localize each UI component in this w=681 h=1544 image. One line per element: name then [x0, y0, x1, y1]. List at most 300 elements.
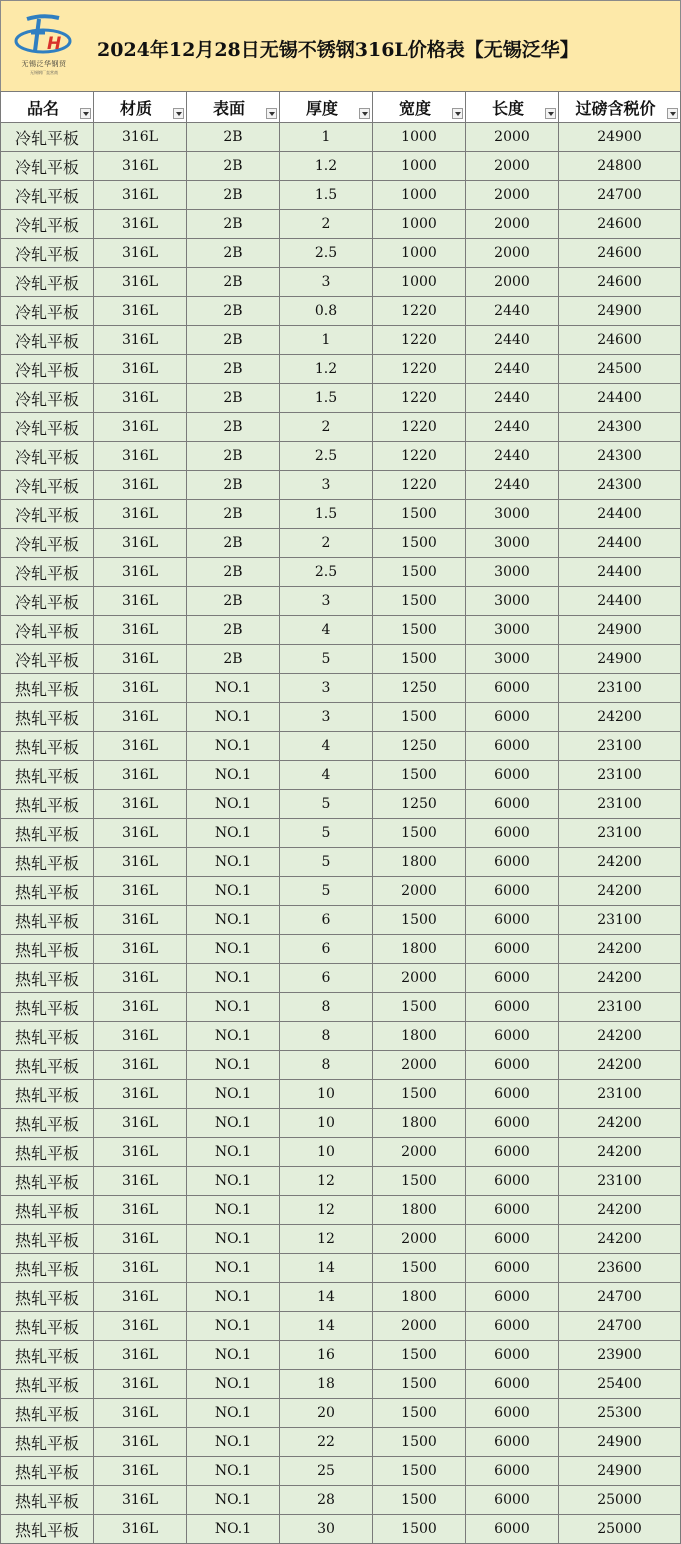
width-cell[interactable]: 1500: [373, 529, 466, 558]
thickness-cell[interactable]: 6: [280, 935, 373, 964]
length-cell[interactable]: 6000: [466, 1515, 559, 1544]
surface-cell[interactable]: 2B: [187, 471, 280, 500]
price-cell[interactable]: 24900: [559, 616, 681, 645]
material-cell[interactable]: 316L: [94, 210, 187, 239]
price-cell[interactable]: 24600: [559, 268, 681, 297]
material-cell[interactable]: 316L: [94, 1428, 187, 1457]
width-cell[interactable]: 1800: [373, 1109, 466, 1138]
price-cell[interactable]: 24200: [559, 1138, 681, 1167]
product-name-cell[interactable]: 冷轧平板: [1, 558, 94, 587]
width-cell[interactable]: 1500: [373, 1370, 466, 1399]
length-cell[interactable]: 6000: [466, 1457, 559, 1486]
surface-cell[interactable]: 2B: [187, 442, 280, 471]
material-cell[interactable]: 316L: [94, 1399, 187, 1428]
product-name-cell[interactable]: 热轧平板: [1, 1515, 94, 1544]
material-cell[interactable]: 316L: [94, 790, 187, 819]
length-cell[interactable]: 3000: [466, 645, 559, 674]
material-cell[interactable]: 316L: [94, 1051, 187, 1080]
price-cell[interactable]: 24200: [559, 877, 681, 906]
product-name-cell[interactable]: 冷轧平板: [1, 123, 94, 152]
width-cell[interactable]: 1500: [373, 558, 466, 587]
width-cell[interactable]: 1500: [373, 761, 466, 790]
length-cell[interactable]: 2440: [466, 471, 559, 500]
length-cell[interactable]: 6000: [466, 877, 559, 906]
width-cell[interactable]: 1220: [373, 384, 466, 413]
width-cell[interactable]: 1500: [373, 587, 466, 616]
width-cell[interactable]: 1500: [373, 616, 466, 645]
width-cell[interactable]: 1800: [373, 1022, 466, 1051]
width-cell[interactable]: 1800: [373, 1196, 466, 1225]
price-cell[interactable]: 24400: [559, 384, 681, 413]
surface-cell[interactable]: 2B: [187, 297, 280, 326]
surface-cell[interactable]: 2B: [187, 384, 280, 413]
material-cell[interactable]: 316L: [94, 877, 187, 906]
length-cell[interactable]: 2440: [466, 297, 559, 326]
product-name-cell[interactable]: 热轧平板: [1, 1283, 94, 1312]
thickness-cell[interactable]: 5: [280, 848, 373, 877]
length-cell[interactable]: 6000: [466, 1312, 559, 1341]
width-cell[interactable]: 1000: [373, 152, 466, 181]
surface-cell[interactable]: 2B: [187, 210, 280, 239]
material-cell[interactable]: 316L: [94, 616, 187, 645]
price-cell[interactable]: 24300: [559, 471, 681, 500]
product-name-cell[interactable]: 冷轧平板: [1, 355, 94, 384]
material-cell[interactable]: 316L: [94, 442, 187, 471]
thickness-cell[interactable]: 3: [280, 587, 373, 616]
price-cell[interactable]: 24600: [559, 239, 681, 268]
product-name-cell[interactable]: 热轧平板: [1, 1486, 94, 1515]
filter-dropdown-icon[interactable]: [545, 108, 556, 119]
material-cell[interactable]: 316L: [94, 1515, 187, 1544]
material-cell[interactable]: 316L: [94, 123, 187, 152]
product-name-cell[interactable]: 冷轧平板: [1, 616, 94, 645]
price-cell[interactable]: 23100: [559, 732, 681, 761]
width-cell[interactable]: 1000: [373, 268, 466, 297]
material-cell[interactable]: 316L: [94, 1486, 187, 1515]
product-name-cell[interactable]: 热轧平板: [1, 1138, 94, 1167]
material-cell[interactable]: 316L: [94, 1283, 187, 1312]
length-cell[interactable]: 6000: [466, 1022, 559, 1051]
surface-cell[interactable]: NO.1: [187, 1312, 280, 1341]
product-name-cell[interactable]: 热轧平板: [1, 1080, 94, 1109]
width-cell[interactable]: 1220: [373, 413, 466, 442]
width-cell[interactable]: 1800: [373, 935, 466, 964]
thickness-cell[interactable]: 14: [280, 1254, 373, 1283]
surface-cell[interactable]: NO.1: [187, 703, 280, 732]
material-cell[interactable]: 316L: [94, 1370, 187, 1399]
filter-dropdown-icon[interactable]: [452, 108, 463, 119]
thickness-cell[interactable]: 4: [280, 616, 373, 645]
surface-cell[interactable]: NO.1: [187, 1225, 280, 1254]
width-cell[interactable]: 1500: [373, 500, 466, 529]
thickness-cell[interactable]: 3: [280, 703, 373, 732]
width-cell[interactable]: 2000: [373, 877, 466, 906]
product-name-cell[interactable]: 冷轧平板: [1, 587, 94, 616]
column-header[interactable]: [187, 92, 280, 123]
width-cell[interactable]: 1800: [373, 1283, 466, 1312]
thickness-cell[interactable]: 1: [280, 123, 373, 152]
surface-cell[interactable]: 2B: [187, 558, 280, 587]
width-cell[interactable]: 1250: [373, 732, 466, 761]
material-cell[interactable]: 316L: [94, 674, 187, 703]
length-cell[interactable]: 6000: [466, 1109, 559, 1138]
price-cell[interactable]: 24200: [559, 1109, 681, 1138]
length-cell[interactable]: 6000: [466, 1428, 559, 1457]
surface-cell[interactable]: NO.1: [187, 935, 280, 964]
length-cell[interactable]: 6000: [466, 935, 559, 964]
thickness-cell[interactable]: 3: [280, 268, 373, 297]
length-cell[interactable]: 6000: [466, 906, 559, 935]
price-cell[interactable]: 23900: [559, 1341, 681, 1370]
product-name-cell[interactable]: 热轧平板: [1, 1196, 94, 1225]
length-cell[interactable]: 6000: [466, 732, 559, 761]
thickness-cell[interactable]: 3: [280, 674, 373, 703]
price-cell[interactable]: 23100: [559, 819, 681, 848]
surface-cell[interactable]: NO.1: [187, 1283, 280, 1312]
length-cell[interactable]: 3000: [466, 500, 559, 529]
material-cell[interactable]: 316L: [94, 326, 187, 355]
width-cell[interactable]: 1220: [373, 355, 466, 384]
product-name-cell[interactable]: 热轧平板: [1, 1399, 94, 1428]
price-cell[interactable]: 24200: [559, 1051, 681, 1080]
width-cell[interactable]: 2000: [373, 1051, 466, 1080]
surface-cell[interactable]: 2B: [187, 500, 280, 529]
width-cell[interactable]: 1500: [373, 1515, 466, 1544]
product-name-cell[interactable]: 冷轧平板: [1, 471, 94, 500]
product-name-cell[interactable]: 冷轧平板: [1, 500, 94, 529]
thickness-cell[interactable]: 4: [280, 732, 373, 761]
thickness-cell[interactable]: 12: [280, 1225, 373, 1254]
thickness-cell[interactable]: 30: [280, 1515, 373, 1544]
price-cell[interactable]: 24700: [559, 1283, 681, 1312]
price-cell[interactable]: 25000: [559, 1515, 681, 1544]
product-name-cell[interactable]: 热轧平板: [1, 1428, 94, 1457]
price-cell[interactable]: 24200: [559, 848, 681, 877]
length-cell[interactable]: 6000: [466, 1370, 559, 1399]
thickness-cell[interactable]: 8: [280, 993, 373, 1022]
width-cell[interactable]: 2000: [373, 1225, 466, 1254]
material-cell[interactable]: 316L: [94, 1254, 187, 1283]
width-cell[interactable]: 1500: [373, 819, 466, 848]
column-header[interactable]: [280, 92, 373, 123]
length-cell[interactable]: 2000: [466, 181, 559, 210]
width-cell[interactable]: 2000: [373, 1312, 466, 1341]
surface-cell[interactable]: NO.1: [187, 1428, 280, 1457]
surface-cell[interactable]: 2B: [187, 645, 280, 674]
width-cell[interactable]: 1000: [373, 181, 466, 210]
length-cell[interactable]: 6000: [466, 1138, 559, 1167]
width-cell[interactable]: 1000: [373, 123, 466, 152]
thickness-cell[interactable]: 12: [280, 1167, 373, 1196]
product-name-cell[interactable]: 热轧平板: [1, 732, 94, 761]
price-cell[interactable]: 24500: [559, 355, 681, 384]
surface-cell[interactable]: NO.1: [187, 790, 280, 819]
product-name-cell[interactable]: 热轧平板: [1, 1341, 94, 1370]
price-cell[interactable]: 23100: [559, 674, 681, 703]
width-cell[interactable]: 1250: [373, 790, 466, 819]
price-cell[interactable]: 24900: [559, 645, 681, 674]
material-cell[interactable]: 316L: [94, 732, 187, 761]
product-name-cell[interactable]: 冷轧平板: [1, 268, 94, 297]
thickness-cell[interactable]: 1.5: [280, 384, 373, 413]
length-cell[interactable]: 6000: [466, 761, 559, 790]
width-cell[interactable]: 1500: [373, 1428, 466, 1457]
material-cell[interactable]: 316L: [94, 964, 187, 993]
width-cell[interactable]: 1500: [373, 1080, 466, 1109]
product-name-cell[interactable]: 热轧平板: [1, 819, 94, 848]
thickness-cell[interactable]: 25: [280, 1457, 373, 1486]
width-cell[interactable]: 2000: [373, 1138, 466, 1167]
width-cell[interactable]: 1800: [373, 848, 466, 877]
product-name-cell[interactable]: 冷轧平板: [1, 297, 94, 326]
product-name-cell[interactable]: 热轧平板: [1, 761, 94, 790]
length-cell[interactable]: 2440: [466, 326, 559, 355]
material-cell[interactable]: 316L: [94, 819, 187, 848]
price-cell[interactable]: 24900: [559, 123, 681, 152]
surface-cell[interactable]: NO.1: [187, 1167, 280, 1196]
thickness-cell[interactable]: 16: [280, 1341, 373, 1370]
surface-cell[interactable]: NO.1: [187, 1486, 280, 1515]
material-cell[interactable]: 316L: [94, 181, 187, 210]
price-cell[interactable]: 23100: [559, 906, 681, 935]
surface-cell[interactable]: 2B: [187, 268, 280, 297]
price-cell[interactable]: 24600: [559, 210, 681, 239]
length-cell[interactable]: 6000: [466, 1283, 559, 1312]
surface-cell[interactable]: NO.1: [187, 1138, 280, 1167]
thickness-cell[interactable]: 8: [280, 1022, 373, 1051]
price-cell[interactable]: 24200: [559, 964, 681, 993]
surface-cell[interactable]: NO.1: [187, 1515, 280, 1544]
width-cell[interactable]: 1250: [373, 674, 466, 703]
length-cell[interactable]: 2000: [466, 210, 559, 239]
material-cell[interactable]: 316L: [94, 1080, 187, 1109]
thickness-cell[interactable]: 8: [280, 1051, 373, 1080]
surface-cell[interactable]: NO.1: [187, 906, 280, 935]
length-cell[interactable]: 6000: [466, 1341, 559, 1370]
surface-cell[interactable]: 2B: [187, 355, 280, 384]
filter-dropdown-icon[interactable]: [173, 108, 184, 119]
product-name-cell[interactable]: 热轧平板: [1, 935, 94, 964]
surface-cell[interactable]: 2B: [187, 123, 280, 152]
length-cell[interactable]: 6000: [466, 1167, 559, 1196]
product-name-cell[interactable]: 冷轧平板: [1, 384, 94, 413]
thickness-cell[interactable]: 14: [280, 1312, 373, 1341]
thickness-cell[interactable]: 1.2: [280, 355, 373, 384]
material-cell[interactable]: 316L: [94, 558, 187, 587]
price-cell[interactable]: 24300: [559, 442, 681, 471]
price-cell[interactable]: 24700: [559, 1312, 681, 1341]
material-cell[interactable]: 316L: [94, 1167, 187, 1196]
width-cell[interactable]: 1500: [373, 993, 466, 1022]
length-cell[interactable]: 6000: [466, 1486, 559, 1515]
price-cell[interactable]: 23600: [559, 1254, 681, 1283]
filter-dropdown-icon[interactable]: [359, 108, 370, 119]
surface-cell[interactable]: NO.1: [187, 964, 280, 993]
length-cell[interactable]: 3000: [466, 558, 559, 587]
product-name-cell[interactable]: 热轧平板: [1, 1254, 94, 1283]
width-cell[interactable]: 1500: [373, 1457, 466, 1486]
thickness-cell[interactable]: 6: [280, 906, 373, 935]
width-cell[interactable]: 1000: [373, 239, 466, 268]
width-cell[interactable]: 1220: [373, 326, 466, 355]
surface-cell[interactable]: NO.1: [187, 732, 280, 761]
thickness-cell[interactable]: 5: [280, 877, 373, 906]
price-cell[interactable]: 24900: [559, 1457, 681, 1486]
product-name-cell[interactable]: 冷轧平板: [1, 413, 94, 442]
product-name-cell[interactable]: 热轧平板: [1, 993, 94, 1022]
thickness-cell[interactable]: 5: [280, 645, 373, 674]
length-cell[interactable]: 3000: [466, 587, 559, 616]
length-cell[interactable]: 3000: [466, 529, 559, 558]
thickness-cell[interactable]: 6: [280, 964, 373, 993]
width-cell[interactable]: 1500: [373, 1486, 466, 1515]
price-cell[interactable]: 24900: [559, 1428, 681, 1457]
length-cell[interactable]: 2440: [466, 413, 559, 442]
price-cell[interactable]: 23100: [559, 761, 681, 790]
thickness-cell[interactable]: 28: [280, 1486, 373, 1515]
price-cell[interactable]: 25000: [559, 1486, 681, 1515]
thickness-cell[interactable]: 22: [280, 1428, 373, 1457]
length-cell[interactable]: 2000: [466, 239, 559, 268]
price-cell[interactable]: 23100: [559, 993, 681, 1022]
price-cell[interactable]: 24700: [559, 181, 681, 210]
material-cell[interactable]: 316L: [94, 1312, 187, 1341]
filter-dropdown-icon[interactable]: [80, 108, 91, 119]
surface-cell[interactable]: 2B: [187, 587, 280, 616]
thickness-cell[interactable]: 2: [280, 529, 373, 558]
material-cell[interactable]: 316L: [94, 703, 187, 732]
column-header[interactable]: [466, 92, 559, 123]
material-cell[interactable]: 316L: [94, 239, 187, 268]
column-header[interactable]: [1, 92, 94, 123]
price-cell[interactable]: 24200: [559, 1196, 681, 1225]
thickness-cell[interactable]: 3: [280, 471, 373, 500]
filter-dropdown-icon[interactable]: [667, 108, 678, 119]
width-cell[interactable]: 1220: [373, 471, 466, 500]
thickness-cell[interactable]: 1.5: [280, 500, 373, 529]
thickness-cell[interactable]: 1.2: [280, 152, 373, 181]
price-cell[interactable]: 23100: [559, 790, 681, 819]
product-name-cell[interactable]: 热轧平板: [1, 1370, 94, 1399]
length-cell[interactable]: 6000: [466, 1399, 559, 1428]
thickness-cell[interactable]: 5: [280, 790, 373, 819]
length-cell[interactable]: 6000: [466, 819, 559, 848]
surface-cell[interactable]: NO.1: [187, 877, 280, 906]
price-cell[interactable]: 23100: [559, 1080, 681, 1109]
material-cell[interactable]: 316L: [94, 1109, 187, 1138]
product-name-cell[interactable]: 热轧平板: [1, 1022, 94, 1051]
width-cell[interactable]: 2000: [373, 964, 466, 993]
price-cell[interactable]: 24200: [559, 1225, 681, 1254]
material-cell[interactable]: 316L: [94, 268, 187, 297]
surface-cell[interactable]: NO.1: [187, 1080, 280, 1109]
length-cell[interactable]: 2000: [466, 152, 559, 181]
width-cell[interactable]: 1500: [373, 1341, 466, 1370]
material-cell[interactable]: 316L: [94, 1341, 187, 1370]
price-cell[interactable]: 24200: [559, 703, 681, 732]
thickness-cell[interactable]: 18: [280, 1370, 373, 1399]
surface-cell[interactable]: NO.1: [187, 993, 280, 1022]
width-cell[interactable]: 1500: [373, 645, 466, 674]
surface-cell[interactable]: NO.1: [187, 1254, 280, 1283]
price-cell[interactable]: 24400: [559, 529, 681, 558]
length-cell[interactable]: 2440: [466, 442, 559, 471]
product-name-cell[interactable]: 热轧平板: [1, 964, 94, 993]
filter-dropdown-icon[interactable]: [266, 108, 277, 119]
price-cell[interactable]: 24900: [559, 297, 681, 326]
thickness-cell[interactable]: 1: [280, 326, 373, 355]
product-name-cell[interactable]: 热轧平板: [1, 703, 94, 732]
product-name-cell[interactable]: 冷轧平板: [1, 239, 94, 268]
product-name-cell[interactable]: 冷轧平板: [1, 442, 94, 471]
thickness-cell[interactable]: 10: [280, 1080, 373, 1109]
product-name-cell[interactable]: 热轧平板: [1, 1109, 94, 1138]
length-cell[interactable]: 6000: [466, 703, 559, 732]
material-cell[interactable]: 316L: [94, 500, 187, 529]
length-cell[interactable]: 6000: [466, 1196, 559, 1225]
length-cell[interactable]: 3000: [466, 616, 559, 645]
length-cell[interactable]: 6000: [466, 674, 559, 703]
material-cell[interactable]: 316L: [94, 413, 187, 442]
product-name-cell[interactable]: 热轧平板: [1, 674, 94, 703]
material-cell[interactable]: 316L: [94, 1138, 187, 1167]
price-cell[interactable]: 24600: [559, 326, 681, 355]
thickness-cell[interactable]: 14: [280, 1283, 373, 1312]
product-name-cell[interactable]: 冷轧平板: [1, 529, 94, 558]
material-cell[interactable]: 316L: [94, 1225, 187, 1254]
thickness-cell[interactable]: 2: [280, 413, 373, 442]
length-cell[interactable]: 6000: [466, 848, 559, 877]
column-header[interactable]: [559, 92, 681, 123]
thickness-cell[interactable]: 10: [280, 1138, 373, 1167]
length-cell[interactable]: 2440: [466, 384, 559, 413]
surface-cell[interactable]: NO.1: [187, 848, 280, 877]
length-cell[interactable]: 2000: [466, 123, 559, 152]
product-name-cell[interactable]: 热轧平板: [1, 877, 94, 906]
surface-cell[interactable]: NO.1: [187, 1341, 280, 1370]
surface-cell[interactable]: NO.1: [187, 1109, 280, 1138]
material-cell[interactable]: 316L: [94, 529, 187, 558]
product-name-cell[interactable]: 冷轧平板: [1, 152, 94, 181]
product-name-cell[interactable]: 热轧平板: [1, 1457, 94, 1486]
surface-cell[interactable]: NO.1: [187, 1022, 280, 1051]
thickness-cell[interactable]: 0.8: [280, 297, 373, 326]
length-cell[interactable]: 6000: [466, 1051, 559, 1080]
price-cell[interactable]: 24400: [559, 558, 681, 587]
thickness-cell[interactable]: 2.5: [280, 239, 373, 268]
price-cell[interactable]: 24400: [559, 587, 681, 616]
surface-cell[interactable]: 2B: [187, 529, 280, 558]
material-cell[interactable]: 316L: [94, 384, 187, 413]
material-cell[interactable]: 316L: [94, 297, 187, 326]
column-header[interactable]: [373, 92, 466, 123]
thickness-cell[interactable]: 2.5: [280, 442, 373, 471]
surface-cell[interactable]: 2B: [187, 616, 280, 645]
price-cell[interactable]: 25400: [559, 1370, 681, 1399]
material-cell[interactable]: 316L: [94, 152, 187, 181]
surface-cell[interactable]: 2B: [187, 181, 280, 210]
length-cell[interactable]: 2440: [466, 355, 559, 384]
thickness-cell[interactable]: 2.5: [280, 558, 373, 587]
material-cell[interactable]: 316L: [94, 1196, 187, 1225]
column-header[interactable]: [94, 92, 187, 123]
price-cell[interactable]: 24300: [559, 413, 681, 442]
material-cell[interactable]: 316L: [94, 935, 187, 964]
material-cell[interactable]: 316L: [94, 993, 187, 1022]
material-cell[interactable]: 316L: [94, 471, 187, 500]
surface-cell[interactable]: 2B: [187, 239, 280, 268]
product-name-cell[interactable]: 热轧平板: [1, 1312, 94, 1341]
